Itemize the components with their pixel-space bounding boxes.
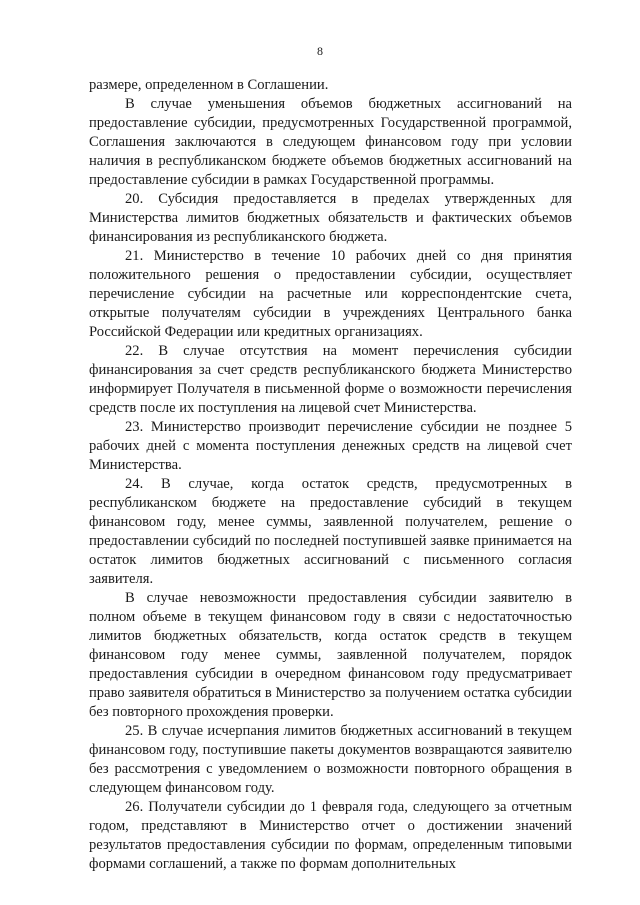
document-body (89, 76, 572, 874)
paragraph-25: 25. В случае исчерпания лимитов бюджетных ассигнований в текущем финансовом году, поступившие пакеты документов возвращаются заявителю без рассмотрения с уведомлением о возможности повторного обращения в следующем финансовом году. (89, 723, 572, 796)
paragraph-21: 21. Министерство в течение 10 рабочих дней со дня принятия положительного решения о предоставлении субсидии, осуществляет перечисление субсидии на расчетные или корреспондентские счета, открытые получателям субсидии в учреждениях Центрального банка Российской Федерации или кредитных организациях. (89, 248, 572, 340)
paragraph-26: 26. Получатели субсидии до 1 февраля года, следующего за отчетным годом, представляют в Министерство отчет о достижении значений результатов предоставления субсидии по формам, определенным типовыми формами соглашений, а также по формам дополнительных (89, 799, 572, 872)
paragraph-continuation: размере, определенном в Соглашении. (89, 77, 329, 93)
paragraph-budget-reduction: В случае уменьшения объемов бюджетных ассигнований на предоставление субсидии, предусмотренных Государственной программой, Соглашения заключаются в следующем финансовом году при условии наличия в республиканском бюджете объемов бюджетных ассигнований на предоставление субсидии в рамках Государственной программы. (89, 96, 572, 188)
paragraph-20: 20. Субсидия предоставляется в пределах утвержденных для Министерства лимитов бюджетных обязательств и фактических объемов финансирования из республиканского бюджета. (89, 191, 572, 245)
paragraph-22: 22. В случае отсутствия на момент перечисления субсидии финансирования за счет средств республиканского бюджета Министерство информирует Получателя в письменной форме о возможности перечисления средств после их поступления на лицевой счет Министерства. (89, 343, 572, 416)
paragraph-24: 24. В случае, когда остаток средств, предусмотренных в республиканском бюджете на предоставление субсидий в текущем финансовом году, менее суммы, заявленной получателем, решение о предоставлении субсидий по последней поступившей заявке принимается на остаток лимитов бюджетных ассигнований с письменного согласия заявителя. (89, 476, 572, 587)
paragraph-23: 23. Министерство производит перечисление субсидии не позднее 5 рабочих дней с момента поступления денежных средств на лицевой счет Министерства. (89, 419, 572, 473)
paragraph-24-continued: В случае невозможности предоставления субсидии заявителю в полном объеме в текущем финансовом году в связи с недостаточностью лимитов бюджетных обязательств, когда остаток средств в текущем финансовом году менее суммы, заявленной получателем, порядок предоставления субсидии в очередном финансовом году предусматривает право заявителя обратиться в Министерство за получением остатка субсидии без повторного прохождения проверки. (89, 590, 572, 720)
page-number: 8 (317, 44, 323, 58)
